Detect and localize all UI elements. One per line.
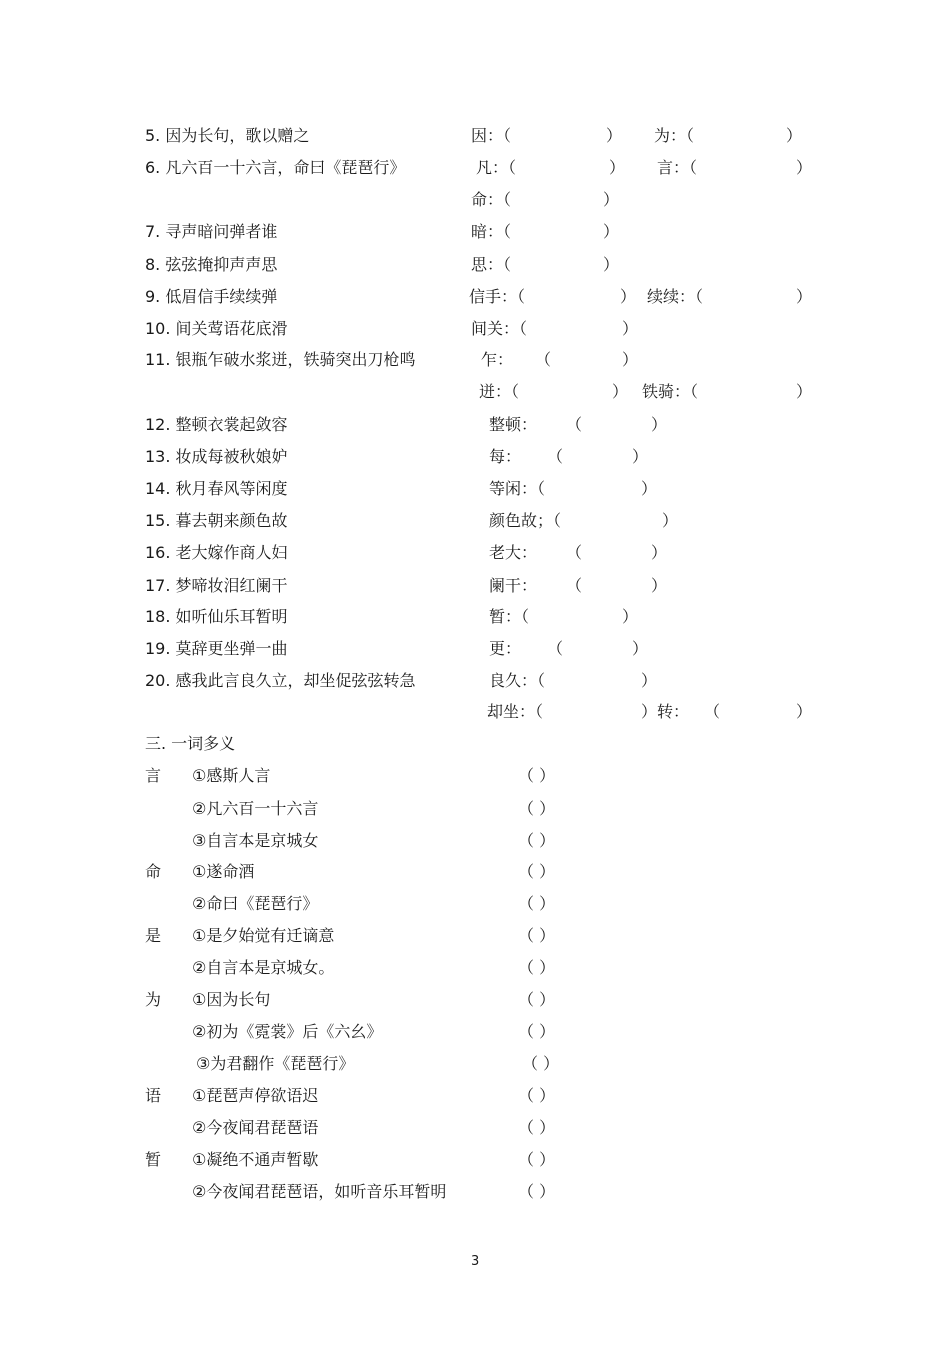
answer-6c-label: 命：（ <box>471 190 512 209</box>
polysemy-item: ①琵琶声停欲语迟 <box>192 1086 319 1105</box>
polysemy-item: ③为君翻作《琵琶行》 <box>196 1054 355 1073</box>
answer-17-open: （ <box>566 576 583 595</box>
polysemy-item: ②凡六百一十六言 <box>192 799 319 818</box>
polysemy-item: ①凝绝不通声暂歇 <box>192 1150 319 1169</box>
answer-paren: （ ） <box>518 1150 556 1169</box>
answer-5a-close: ） <box>606 126 623 145</box>
answer-7-close: ） <box>603 222 620 241</box>
answer-18-close: ） <box>622 607 639 626</box>
answer-14-label: 等闲：（ <box>489 479 546 498</box>
answer-paren: （ ） <box>518 799 556 818</box>
answer-5a-label: 因：（ <box>471 126 512 145</box>
polysemy-word-ming: 命 <box>145 862 162 881</box>
answer-19-close: ） <box>632 639 649 658</box>
answer-16-close: ） <box>651 543 668 562</box>
answer-6b-label: 言：（ <box>657 158 698 177</box>
answer-paren: （ ） <box>518 1118 556 1137</box>
polysemy-word-shi: 是 <box>145 926 162 945</box>
answer-12-open: （ <box>566 415 583 434</box>
answer-12-label: 整顿： <box>489 415 538 434</box>
answer-13-label: 每： <box>489 447 522 466</box>
answer-20a-label: 良久：（ <box>489 671 546 690</box>
answer-paren: （ ） <box>518 990 556 1009</box>
answer-10-label: 间关：（ <box>471 319 528 338</box>
answer-paren: （ ） <box>518 862 556 881</box>
answer-17-label: 阑干： <box>489 576 538 595</box>
polysemy-item: ①感斯人言 <box>192 766 271 785</box>
section-heading: 三. 一词多义 <box>145 734 236 753</box>
question-15: 15. 暮去朝来颜色故 <box>145 511 288 530</box>
polysemy-word-wei: 为 <box>145 990 162 1009</box>
answer-11a-close: ） <box>622 350 639 369</box>
polysemy-word-yan: 言 <box>145 766 162 785</box>
answer-20c-open: （ <box>704 702 721 721</box>
answer-11a-open: （ <box>535 350 552 369</box>
answer-11c-label: 铁骑：（ <box>642 382 699 401</box>
answer-6a-close: ） <box>609 158 626 177</box>
polysemy-item: ①是夕始觉有迁谪意 <box>192 926 335 945</box>
answer-8-label: 思：（ <box>471 255 512 274</box>
polysemy-item: ②今夜闻君琵琶语，如听音乐耳暂明 <box>192 1182 447 1201</box>
answer-11a-label: 乍： <box>481 350 514 369</box>
question-6: 6. 凡六百一十六言，命曰《琵琶行》 <box>145 158 406 177</box>
answer-5b-close: ） <box>786 126 803 145</box>
question-16: 16. 老大嫁作商人妇 <box>145 543 288 562</box>
question-9: 9. 低眉信手续续弹 <box>145 287 278 306</box>
answer-13-close: ） <box>632 447 649 466</box>
answer-paren: （ ） <box>522 1054 560 1073</box>
question-17: 17. 梦啼妆泪红阑干 <box>145 576 288 595</box>
polysemy-word-zan: 暂 <box>145 1150 162 1169</box>
answer-9a-label: 信手：（ <box>469 287 526 306</box>
question-13: 13. 妆成每被秋娘妒 <box>145 447 288 466</box>
answer-11b-close: ） <box>612 382 629 401</box>
answer-paren: （ ） <box>518 766 556 785</box>
answer-5b-label: 为：（ <box>654 126 695 145</box>
answer-20c-close: ） <box>796 702 813 721</box>
answer-13-open: （ <box>547 447 564 466</box>
question-8: 8. 弦弦掩抑声声思 <box>145 255 278 274</box>
answer-8-close: ） <box>603 255 620 274</box>
answer-paren: （ ） <box>518 831 556 850</box>
question-5: 5. 因为长句，歌以赠之 <box>145 126 310 145</box>
page-number: 3 <box>471 1254 480 1269</box>
answer-20b-label: 却坐：（ <box>487 702 544 721</box>
polysemy-item: ②今夜闻君琵琶语 <box>192 1118 319 1137</box>
answer-16-open: （ <box>566 543 583 562</box>
answer-10-close: ） <box>622 319 639 338</box>
answer-18-label: 暂：（ <box>489 607 530 626</box>
answer-14-close: ） <box>641 479 658 498</box>
answer-11b-label: 迸：（ <box>479 382 520 401</box>
polysemy-item: ①遂命酒 <box>192 862 255 881</box>
answer-16-label: 老大： <box>489 543 538 562</box>
answer-9b-label: 续续：（ <box>647 287 704 306</box>
question-7: 7. 寻声暗问弹者谁 <box>145 222 278 241</box>
question-19: 19. 莫辞更坐弹一曲 <box>145 639 288 658</box>
answer-15-close: ） <box>662 511 679 530</box>
answer-6c-close: ） <box>603 190 620 209</box>
polysemy-item: ①因为长句 <box>192 990 271 1009</box>
polysemy-item: ③自言本是京城女 <box>192 831 319 850</box>
answer-9a-close: ） <box>620 287 637 306</box>
polysemy-item: ②命曰《琵琶行》 <box>192 894 319 913</box>
question-20: 20. 感我此言良久立，却坐促弦弦转急 <box>145 671 416 690</box>
question-14: 14. 秋月春风等闲度 <box>145 479 288 498</box>
question-18: 18. 如听仙乐耳暂明 <box>145 607 288 626</box>
answer-paren: （ ） <box>518 1182 556 1201</box>
answer-19-open: （ <box>547 639 564 658</box>
answer-paren: （ ） <box>518 1086 556 1105</box>
question-10: 10. 间关莺语花底滑 <box>145 319 288 338</box>
question-12: 12. 整顿衣裳起敛容 <box>145 415 288 434</box>
answer-7-label: 暗：（ <box>471 222 512 241</box>
answer-9b-close: ） <box>796 287 813 306</box>
polysemy-word-yu: 语 <box>145 1086 162 1105</box>
polysemy-item: ②初为《霓裳》后《六幺》 <box>192 1022 383 1041</box>
answer-20b-close: ）转： <box>641 702 690 721</box>
answer-12-close: ） <box>651 415 668 434</box>
answer-paren: （ ） <box>518 1022 556 1041</box>
answer-20a-close: ） <box>641 671 658 690</box>
answer-paren: （ ） <box>518 894 556 913</box>
answer-19-label: 更： <box>489 639 522 658</box>
answer-paren: （ ） <box>518 926 556 945</box>
answer-6a-label: 凡：（ <box>476 158 517 177</box>
question-11: 11. 银瓶乍破水浆迸，铁骑突出刀枪鸣 <box>145 350 416 369</box>
answer-11c-close: ） <box>796 382 813 401</box>
answer-6b-close: ） <box>796 158 813 177</box>
answer-17-close: ） <box>651 576 668 595</box>
polysemy-item: ②自言本是京城女。 <box>192 958 335 977</box>
answer-paren: （ ） <box>518 958 556 977</box>
answer-15-label: 颜色故；（ <box>489 511 562 530</box>
